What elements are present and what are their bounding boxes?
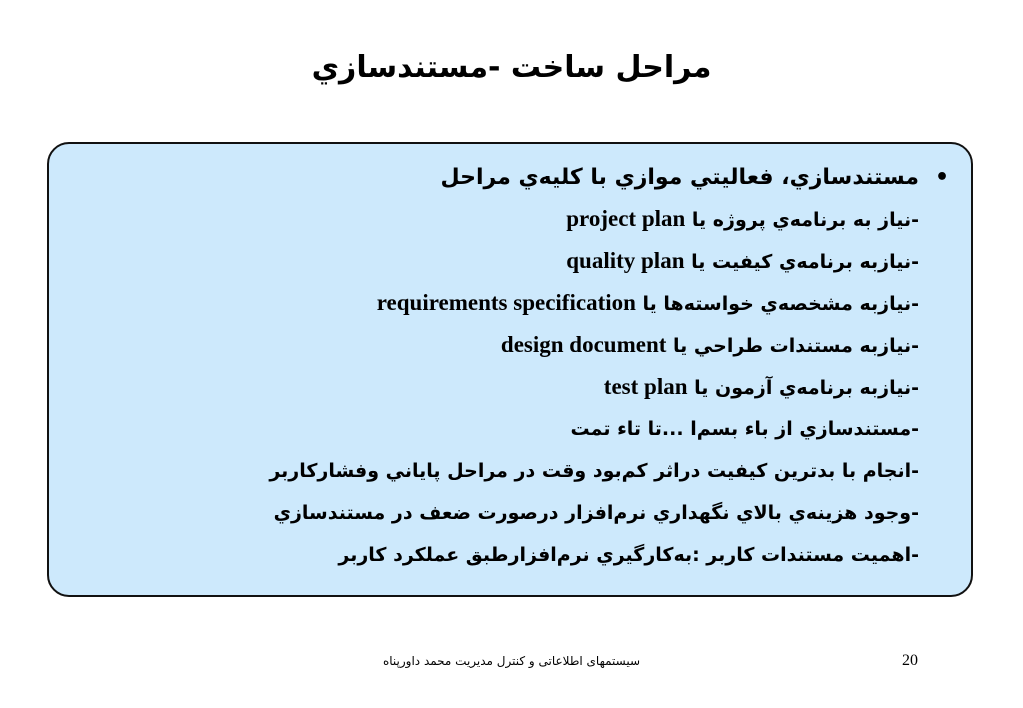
list-item xyxy=(119,492,919,534)
list-item xyxy=(119,450,919,492)
item-term: test plan xyxy=(603,374,688,399)
page-number: 20 xyxy=(902,652,918,669)
item-text: -وجود هزينه‌ي بالاي نگهداري نرم‌افزار درصورت ضعف در مستندسازي xyxy=(273,502,919,524)
item-text: -نيازبه برنامه‌ي آزمون يا xyxy=(687,377,919,399)
item-text: -مستندسازي از باء بسم‌ا ...تا تاء تمت xyxy=(570,418,919,440)
list-item xyxy=(119,282,919,324)
item-term: requirements specification xyxy=(376,290,636,315)
slide-title: مراحل ساخت -مستندسازي xyxy=(311,50,712,85)
item-term: design document xyxy=(500,332,667,357)
footer-text: سیستمهای اطلاعاتی و کنترل مدیریت محمد داورپناه xyxy=(382,654,641,668)
list-item xyxy=(119,534,919,576)
item-text: -اهميت مستندات كاربر :به‌كارگيري نرم‌افزارطبق عملكرد كاربر xyxy=(338,544,919,566)
list-item xyxy=(119,324,919,366)
content-box xyxy=(47,142,973,597)
item-text: -نياز به برنامه‌ي پروژه يا xyxy=(685,209,919,231)
bullet-icon: • xyxy=(934,165,949,190)
list-item xyxy=(119,240,919,282)
content-list xyxy=(119,158,949,576)
item-text: -نيازبه برنامه‌ي كيفيت يا xyxy=(684,251,919,273)
item-text: -انجام با بدترين كيفيت دراثر كم‌بود وقت در مراحل پاياني وفشاركاربر xyxy=(269,460,919,482)
lead-item xyxy=(119,158,949,198)
item-term: quality plan xyxy=(566,248,685,273)
item-text: -نيازبه مستندات طراحي يا xyxy=(666,335,919,357)
item-term: project plan xyxy=(566,206,686,231)
item-text: -نيازبه مشخصه‌ي خواسته‌ها يا xyxy=(635,293,919,315)
list-item xyxy=(119,408,919,450)
list-item xyxy=(119,198,919,240)
list-item xyxy=(119,366,919,408)
lead-text: مستندسازي، فعاليتي موازي با كليه‌ي مراحل xyxy=(440,165,919,190)
